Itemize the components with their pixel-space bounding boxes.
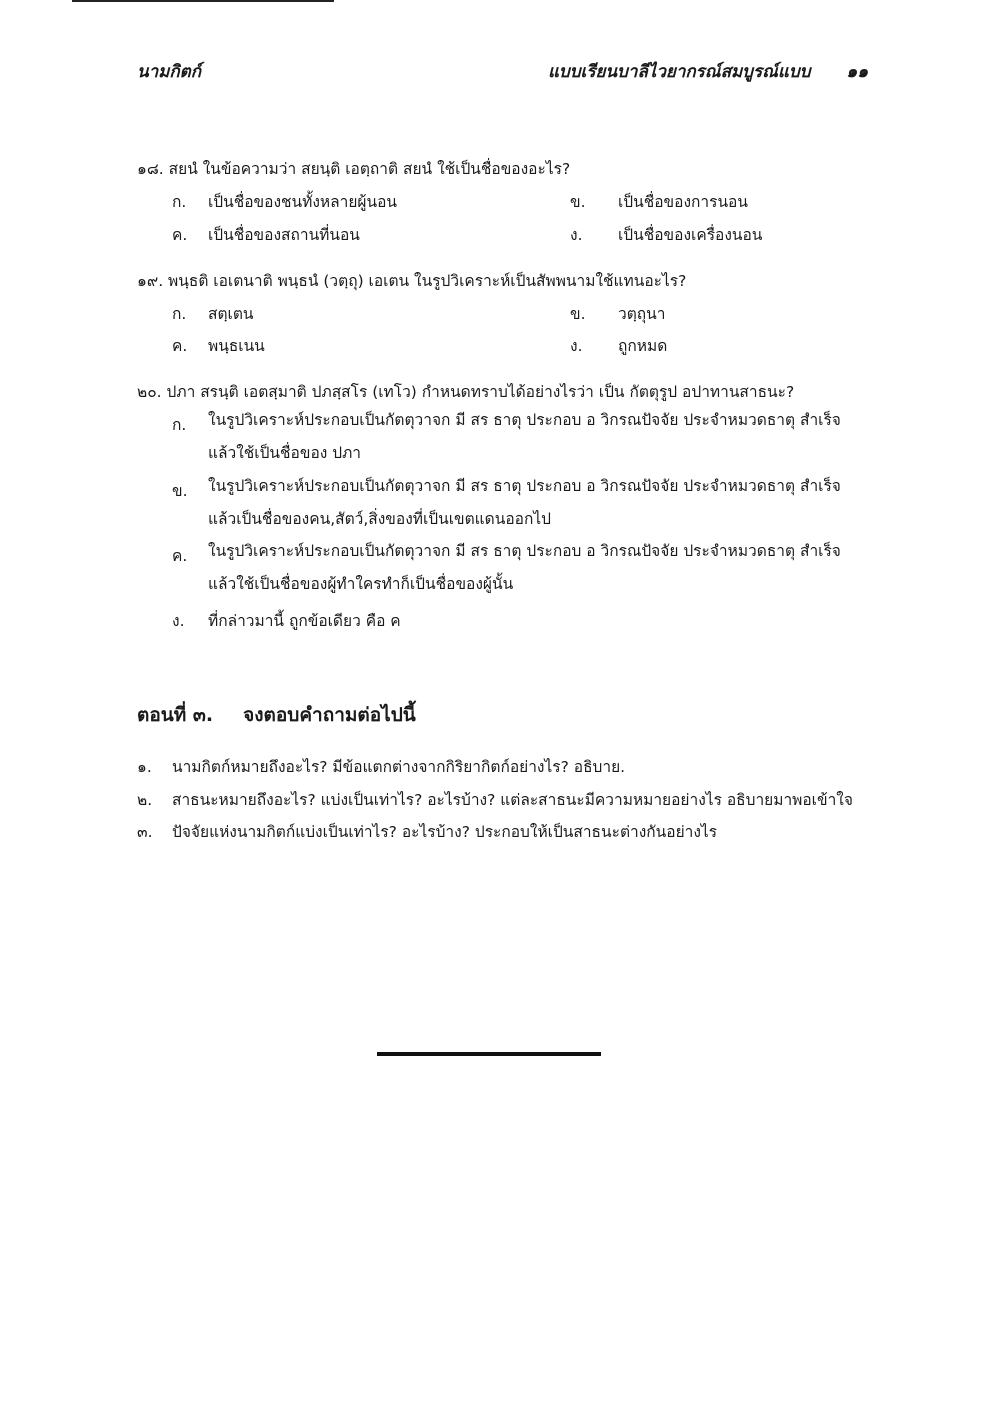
chapter-title: นามกิตก์	[137, 62, 201, 82]
q20-option-d-label: ง.	[172, 612, 185, 630]
q19-option-a: สตฺเตน	[208, 305, 254, 323]
section-3-item-1-number: ๑.	[137, 758, 152, 776]
section-3-item-3-number: ๓.	[137, 823, 153, 841]
q19-option-c-label: ค.	[172, 337, 188, 355]
section-3-instruction: จงตอบคำถามต่อไปนี้	[243, 704, 416, 726]
q19-option-b-label: ข.	[570, 305, 586, 323]
q20-option-c-line-2: แล้วใช้เป็นชื่อของผู้ทำใครทำก็เป็นชื่อของผู้นั้น	[208, 575, 514, 593]
q20-option-a-line-1: ในรูปวิเคราะห์ประกอบเป็นกัตตุวาจก มี สร ธาตุ ประกอบ อ วิกรณปัจจัย ประจำหมวดธาตุ สำเร็จ	[208, 411, 841, 429]
q18-option-c-label: ค.	[172, 226, 188, 244]
section-3-item-2-text: สาธนะหมายถึงอะไร? แบ่งเป็นเท่าไร? อะไรบ้าง? แต่ละสาธนะมีความหมายอย่างไร อธิบายมาพอเข้าใจ	[172, 791, 853, 809]
q18-option-d-label: ง.	[570, 226, 583, 244]
q20-option-b-line-2: แล้วเป็นชื่อของคน,สัตว์,สิ่งของที่เป็นเขตแดนออกไป	[208, 510, 551, 528]
q20-option-c	[208, 535, 841, 601]
section-3-item-2-number: ๒.	[137, 791, 153, 809]
q18-option-a: เป็นชื่อของชนทั้งหลายผู้นอน	[208, 193, 398, 211]
q18-option-d: เป็นชื่อของเครื่องนอน	[618, 226, 763, 244]
section-3-item-3-text: ปัจจัยแห่งนามกิตก์แบ่งเป็นเท่าไร? อะไรบ้าง? ประกอบให้เป็นสาธนะต่างกันอย่างไร	[172, 823, 718, 841]
q20-option-a-line-2: แล้วใช้เป็นชื่อของ ปภา	[208, 444, 362, 462]
top-edge-rule	[72, 0, 334, 2]
end-of-section-rule	[377, 1052, 601, 1056]
book-title: แบบเรียนบาลีไวยากรณ์สมบูรณ์แบบ	[547, 62, 811, 82]
q20-option-d: ที่กล่าวมานี้ ถูกข้อเดียว คือ ค	[208, 612, 401, 630]
q19-option-d-label: ง.	[570, 337, 583, 355]
q19-option-a-label: ก.	[172, 305, 187, 323]
q18-option-c: เป็นชื่อของสถานที่นอน	[208, 226, 360, 244]
section-3-label: ตอนที่ ๓.	[137, 704, 214, 726]
q19-option-c: พนฺธเนน	[208, 337, 265, 355]
page-header	[137, 58, 868, 88]
q19-option-b: วตฺถุนา	[618, 305, 666, 323]
section-3-item-1-text: นามกิตก์หมายถึงอะไร? มีข้อแตกต่างจากกิริยากิตก์อย่างไร? อธิบาย.	[172, 758, 626, 776]
q20-option-c-label: ค.	[172, 547, 188, 565]
q19-option-d: ถูกหมด	[618, 337, 668, 355]
q18-option-b: เป็นชื่อของการนอน	[618, 193, 748, 211]
q18-option-b-label: ข.	[570, 193, 586, 211]
section-3-heading	[137, 700, 416, 730]
q20-option-a-label: ก.	[172, 416, 187, 434]
q18-option-a-label: ก.	[172, 193, 187, 211]
q20-option-c-line-1: ในรูปวิเคราะห์ประกอบเป็นกัตตุวาจก มี สร ธาตุ ประกอบ อ วิกรณปัจจัย ประจำหมวดธาตุ สำเร็จ	[208, 542, 841, 560]
q20-option-b-label: ข.	[172, 482, 188, 500]
q20-option-b-line-1: ในรูปวิเคราะห์ประกอบเป็นกัตตุวาจก มี สร ธาตุ ประกอบ อ วิกรณปัจจัย ประจำหมวดธาตุ สำเร็จ	[208, 477, 841, 495]
q20-option-a	[208, 404, 841, 470]
page-number: ๑๑	[846, 62, 868, 82]
question-20-stem: ๒๐. ปภา สรนฺติ เอตสฺมาติ ปภสฺสโร (เทโว) กำหนดทราบได้อย่างไรว่า เป็น กัตตุรูป อปาทานสาธนะ?	[137, 383, 795, 401]
question-18-stem: ๑๘. สยนํ ในข้อความว่า สยนฺติ เอตฺถาติ สยนํ ใช้เป็นชื่อของอะไร?	[137, 160, 571, 178]
question-19-stem: ๑๙. พนฺธติ เอเตนาติ พนฺธนํ (วตฺถุ) เอเตน ในรูปวิเคราะห์เป็นสัพพนามใช้แทนอะไร?	[137, 272, 687, 290]
q20-option-b	[208, 470, 841, 536]
book-title-and-page	[548, 58, 868, 85]
